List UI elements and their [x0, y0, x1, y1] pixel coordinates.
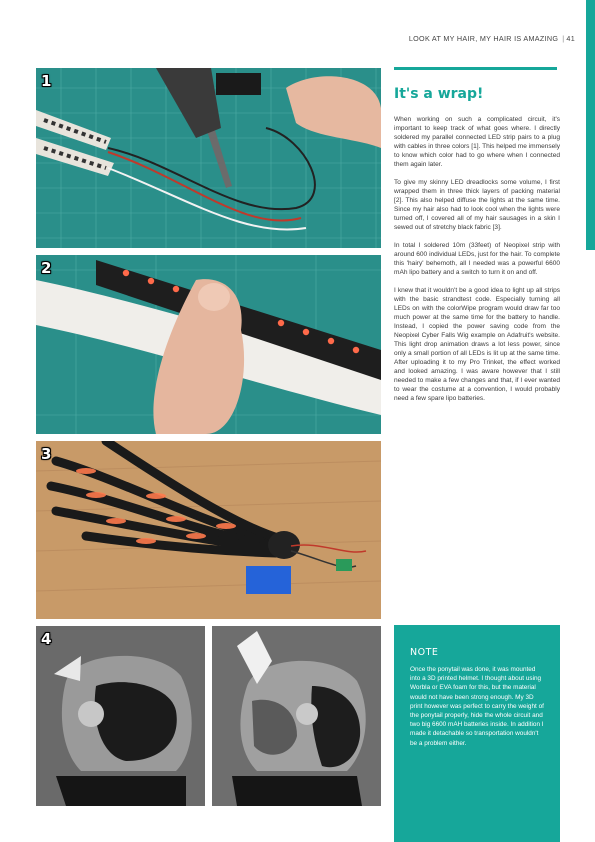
page-number: 41 — [566, 34, 575, 43]
article-paragraph: When working on such a complicated circuit, it's important to keep track of what goes where. I directly soldered my parallel connected LED strip pairs to a plug with cables in three colors [1]. This helped me immensely to know which color had to go where when I connected them again later. — [394, 116, 560, 168]
photo-4-side-illustration — [212, 626, 381, 806]
article-paragraph: I knew that it wouldn't be a good idea to light up all strips with the basic strandtest code. Especially turning all LEDs on with the colorWipe program would draw far too much power at the same time for the battery to handle. Instead, I copied the power saving code from the Neopixel Cyber Falls Wig example on Adafruit's website. This light drop animation draws a lot less power, since only a small portion of all LEDs is lit up at the same time. After uploading it to my Pro Trinket, the effect worked and looked amazing. I was aware however that I still needed to make a few changes and that, if I ever wanted to wear the costume at a convention, I would probably need a few spare lipo batteries. — [394, 287, 560, 402]
photo-2-number: 2 — [41, 259, 52, 277]
header-separator: | — [562, 34, 565, 43]
article-body — [394, 115, 560, 412]
note-title: NOTE — [410, 647, 439, 658]
photo-1-soldering — [36, 68, 381, 248]
article-title: It's a wrap! — [394, 86, 484, 102]
photo-4-helmet-front — [36, 626, 205, 806]
note-box — [394, 625, 560, 842]
running-header — [360, 34, 575, 46]
note-text: Once the ponytail was done, it was mounted into a 3D printed helmet. I thought about using Worbla or EVA foam for this, but the material would not have been strong enough. My 3D print however was perfect to carry the weight of the ponytail properly, hide the whole circuit and two big 6600 mAH batteries inside. In addition I made it detachable so transportation wouldn't be a problem either. — [410, 666, 544, 747]
title-rule — [394, 67, 557, 70]
article-paragraph: In total I soldered 10m (33feet) of Neopixel strip with around 600 individual LEDs, just for the hair. To complete this 'hairy' behemoth, all I needed was a powerful 6600 mAh lipo battery and a switch to turn it on and off. — [394, 242, 560, 276]
photo-1-illustration — [36, 68, 381, 248]
photo-3-glowing-dreadlocks — [36, 441, 381, 619]
photo-4-front-illustration — [36, 626, 205, 806]
photo-3-number: 3 — [41, 445, 52, 463]
photo-1-number: 1 — [41, 72, 52, 90]
section-title: LOOK AT MY HAIR, MY HAIR IS AMAZING — [408, 34, 559, 43]
photo-4-helmet-side — [212, 626, 381, 806]
photo-2-led-strip — [36, 255, 381, 434]
photo-4-number: 4 — [41, 630, 52, 648]
accent-side-bar — [586, 0, 595, 250]
photo-2-illustration — [36, 255, 381, 434]
photo-3-illustration — [36, 441, 381, 619]
article-paragraph: To give my skinny LED dreadlocks some volume, I first wrapped them in three thick layers of packing material [2]. This also helped diffuse the lights at the same time. Since my hair also had to look cool when the lights were turned off, I covered all of my hair sausages in a skin I sewed out of stretchy black fabric [3]. — [394, 179, 560, 231]
